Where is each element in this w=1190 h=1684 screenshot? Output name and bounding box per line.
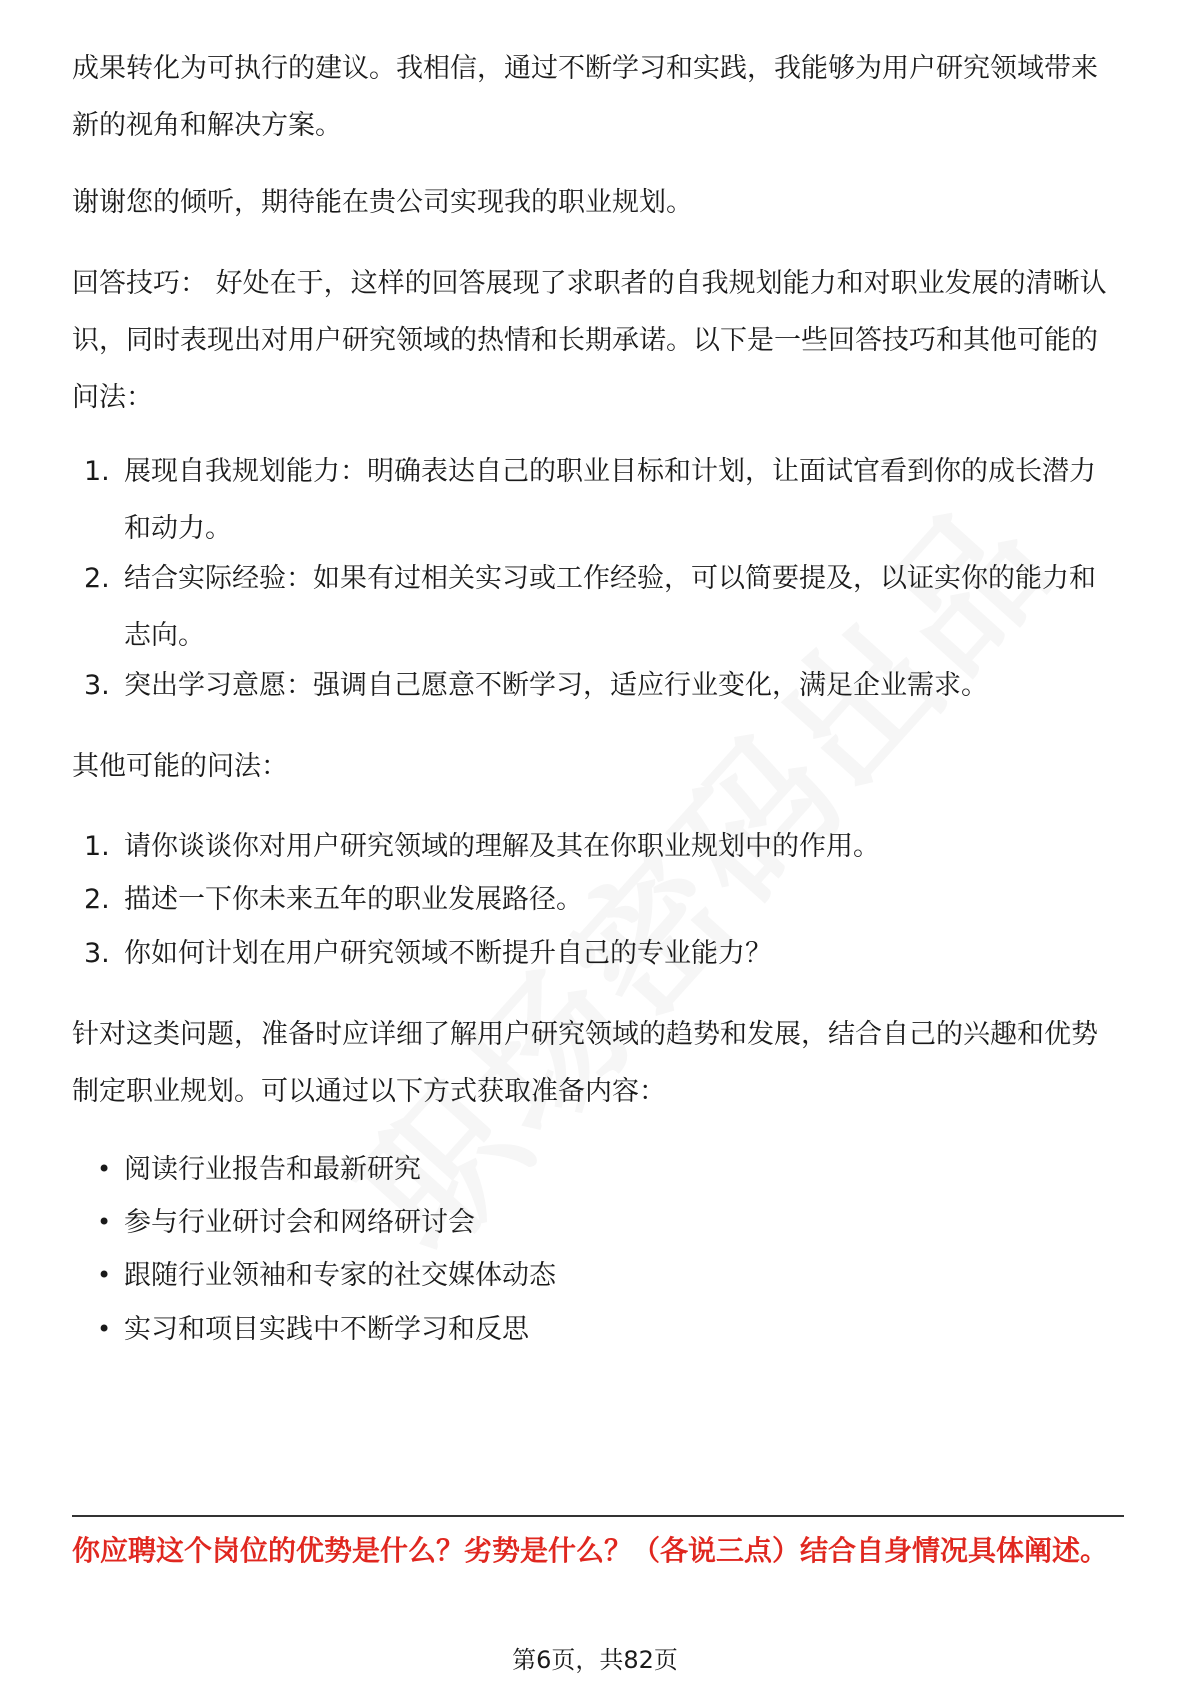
list-item-text: 突出学习意愿：强调自己愿意不断学习，适应行业变化，满足企业需求。 <box>124 670 988 701</box>
paragraph-answer-tips: 回答技巧： 好处在于，这样的回答展现了求职者的自我规划能力和对职业发展的清晰认识，同时表现出对用户研究领域的热情和长期承诺。以下是一些回答技巧和其他可能的问法： <box>72 268 1107 413</box>
bullet-icon: • <box>97 1208 112 1236</box>
list-item-text: 展现自我规划能力：明确表达自己的职业目标和计划，让面试官看到你的成长潜力和动力。 <box>124 456 1096 544</box>
list-number: 1. <box>84 456 110 487</box>
list-number: 1. <box>84 831 110 862</box>
list-number: 3. <box>84 938 110 969</box>
section-divider <box>72 1515 1124 1517</box>
paragraph-other-questions: 其他可能的问法： <box>72 751 288 782</box>
list-item-text: 你如何计划在用户研究领域不断提升自己的专业能力？ <box>124 938 772 969</box>
list-item-text: 结合实际经验：如果有过相关实习或工作经验，可以简要提及，以证实你的能力和志向。 <box>124 563 1096 651</box>
page-number: 第6页，共82页 <box>512 1646 678 1674</box>
bullet-icon: • <box>97 1155 112 1183</box>
next-question-heading: 你应聘这个岗位的优势是什么？劣势是什么？（各说三点）结合自身情况具体阐述。 <box>72 1534 1109 1567</box>
bullet-icon: • <box>97 1261 112 1289</box>
list-item-text: 阅读行业报告和最新研究 <box>124 1154 421 1185</box>
paragraph-intro-end: 成果转化为可执行的建议。我相信，通过不断学习和实践，我能够为用户研究领域带来新的视角和解决方案。 <box>72 53 1098 141</box>
paragraph-thanks: 谢谢您的倾听，期待能在贵公司实现我的职业规划。 <box>72 187 693 218</box>
list-item-text: 实习和项目实践中不断学习和反思 <box>124 1314 529 1345</box>
list-item-text: 描述一下你未来五年的职业发展路径。 <box>124 884 583 915</box>
list-item-text: 请你谈谈你对用户研究领域的理解及其在你职业规划中的作用。 <box>124 831 880 862</box>
paragraph-preparation: 针对这类问题，准备时应详细了解用户研究领域的趋势和发展，结合自己的兴趣和优势制定职业规划。可以通过以下方式获取准备内容： <box>72 1019 1098 1107</box>
list-number: 2. <box>84 563 110 594</box>
list-number: 3. <box>84 670 110 701</box>
bullet-icon: • <box>97 1315 112 1343</box>
list-item-text: 参与行业研讨会和网络研讨会 <box>124 1207 475 1238</box>
list-number: 2. <box>84 884 110 915</box>
list-item-text: 跟随行业领袖和专家的社交媒体动态 <box>124 1260 556 1291</box>
